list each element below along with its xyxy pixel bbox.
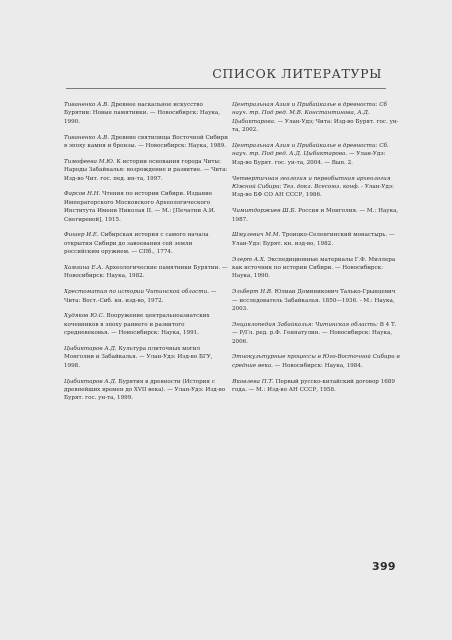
entry-lead: Тимофеева М.Ю. bbox=[64, 158, 115, 165]
bibliography-entry bbox=[232, 142, 400, 167]
bibliography-entry bbox=[232, 101, 400, 135]
entry-lead: Тиваненко А.В. bbox=[64, 102, 109, 108]
entry-details: Вооружение центральноазиатских кочевников в эпоху раннего и развитого средневековья. — Новосибирск: Наука, 1991. bbox=[64, 313, 210, 337]
entry-lead: Хамзина Е.А. bbox=[64, 265, 104, 272]
entry-details: Древнее наскальное искусство Бурятии: Новые памятники. — Новосибирск: Наука, 1990. bbox=[64, 102, 221, 125]
entry-lead: Центральная Азия и Прибайкалье в древности: Сб науч. тр. Под ред. М.В. Константинова, А.Д. Цыбиктарова. bbox=[232, 102, 387, 125]
entry-lead: Худяков Ю.С. bbox=[64, 313, 105, 320]
bibliography-entry bbox=[232, 207, 400, 224]
entry-details: Древние святилища Восточной Сибири в эпоху камня и бронзы. — Новосибирск: Наука, 1989. bbox=[64, 134, 228, 150]
bibliography-entry bbox=[232, 321, 400, 346]
entry-details: Первый русско-китайский договор 1689 года. — М.: Изд-во АН СССР, 1958. bbox=[232, 378, 395, 394]
entry-lead: Чимитдоржиев Ш.Б. bbox=[232, 208, 297, 215]
bibliography-entry bbox=[64, 231, 229, 256]
entry-lead: Яковлева П.Т. bbox=[232, 378, 274, 385]
bibliography-entry bbox=[64, 312, 229, 337]
entry-details: В 4 Т. — Р/Гл. ред. р.Ф. Геннатулин. — Новосибирск: Наука, 2006. bbox=[232, 321, 397, 345]
bibliography-entry bbox=[64, 264, 229, 281]
entry-details: — Новосибирск: Наука, 1984. bbox=[272, 362, 363, 369]
entry-lead: Цыбиктаров А.Д. bbox=[64, 346, 117, 353]
running-header: СПИСОК ЛИТЕРАТУРЫ bbox=[212, 66, 382, 81]
bibliography-entry bbox=[64, 101, 229, 126]
entry-details: Троицко-Селенгинский монастырь. — Улан-Удэ: Бурят. кн. изд-во, 1982. bbox=[232, 232, 395, 247]
entry-details: — Улан-Удэ; Чита: Изд-во Бурят. гос. ун-та, 2002. bbox=[232, 118, 399, 134]
bibliography-entry bbox=[232, 378, 400, 395]
entry-details: Бурятия в древности (История с древнейших времен до XVII века). — Улан-Удэ: Изд-во Бурят. гос. ун-та, 1999. bbox=[64, 378, 226, 402]
bibliography-entry bbox=[64, 190, 229, 224]
entry-lead: Фарсов Н.Н. bbox=[64, 191, 101, 198]
entry-details: Культура плиточных могил Монголии и Забайкалья. — Улан-Удэ: Изд-во БГУ, 1998. bbox=[64, 346, 213, 369]
entry-lead: Цыбиктаров А.Д. bbox=[64, 378, 117, 385]
entry-lead: Шмулевич М.М. bbox=[232, 232, 281, 239]
entry-lead: Этнокультурные процессы в Юго-Восточной Сибири в средние века. bbox=[232, 354, 400, 369]
entry-lead: Хрестоматия по истории Читинской области. bbox=[64, 289, 209, 296]
left-column bbox=[64, 101, 229, 410]
entry-details: Юлиан Доминикович Талько-Грынцевич — исследователь Забайкалья. 1850—1936. - М.: Наука, 2003. bbox=[232, 289, 396, 313]
entry-details: Сибирская история с самого начала открытия Сибири до завоевания сей земли российским оружием. — СПб., 1774. bbox=[64, 232, 209, 256]
bibliography-entry bbox=[232, 231, 400, 248]
entry-details: Археологические памятники Бурятии. — Новосибирск: Наука, 1982. bbox=[64, 265, 228, 280]
entry-details: - Улан-Удэ: Изд-во БФ СО АН СССР, 1986. bbox=[232, 184, 394, 199]
entry-details: Чтения по истории Сибири. Издание Императорского Московского Археологического Института Имени Николая II. — М.: [Печатни А.И. Снегиревой], 1915. bbox=[64, 191, 216, 223]
right-column bbox=[232, 101, 400, 402]
entry-lead: Элерт А.Х. bbox=[232, 256, 266, 263]
entry-details: — Чита: Вост.-Сиб. кн. изд-во, 1972. bbox=[64, 289, 217, 304]
page-number: 399 bbox=[372, 560, 396, 573]
bibliography-entry bbox=[64, 378, 229, 403]
bibliography-entry bbox=[232, 288, 400, 313]
entry-details: Экспедиционные материалы Г.Ф. Миллера как источник по истории Сибири. — Новосибирск: Наука, 1990. bbox=[232, 256, 396, 280]
header-divider bbox=[66, 88, 386, 89]
entry-lead: Энциклопедия Забайкалья: Читинская область: bbox=[232, 321, 378, 328]
entry-lead: Центральная Азия и Прибайкалье в древности: Сб. науч. тр. Под ред. А.Д. Цыбиктарова. bbox=[232, 143, 389, 158]
entry-details: К истории основания города Читы: Народы Забайкалья: возрождение и развитие. — Чита: Изд-во Чит. гос. пед. ин-та, 1997. bbox=[64, 158, 228, 182]
bibliography-entry bbox=[64, 288, 229, 305]
entry-details: — Улан-Удэ: Изд-во Бурят. гос. ун-та, 2004. — Вып. 2. bbox=[232, 151, 386, 166]
bibliography-entry bbox=[232, 353, 400, 370]
entry-lead: Фишер И.Е. bbox=[64, 232, 99, 239]
entry-details: Россия и Монголия. — М.: Наука, 1987. bbox=[232, 208, 399, 223]
bibliography-entry bbox=[64, 134, 229, 151]
entry-lead: Четвертичная геология и первобытная археология Южной Сибири: Тез. докл. Всесоюз. конф. bbox=[232, 175, 391, 191]
bibliography-entry bbox=[64, 158, 229, 183]
entry-lead: Эльберт Н.В. bbox=[232, 289, 273, 296]
bibliography-entry bbox=[64, 345, 229, 370]
bibliography-entry bbox=[232, 256, 400, 281]
entry-lead: Тиваненко А.В. bbox=[64, 134, 109, 141]
bibliography-entry bbox=[232, 175, 400, 200]
